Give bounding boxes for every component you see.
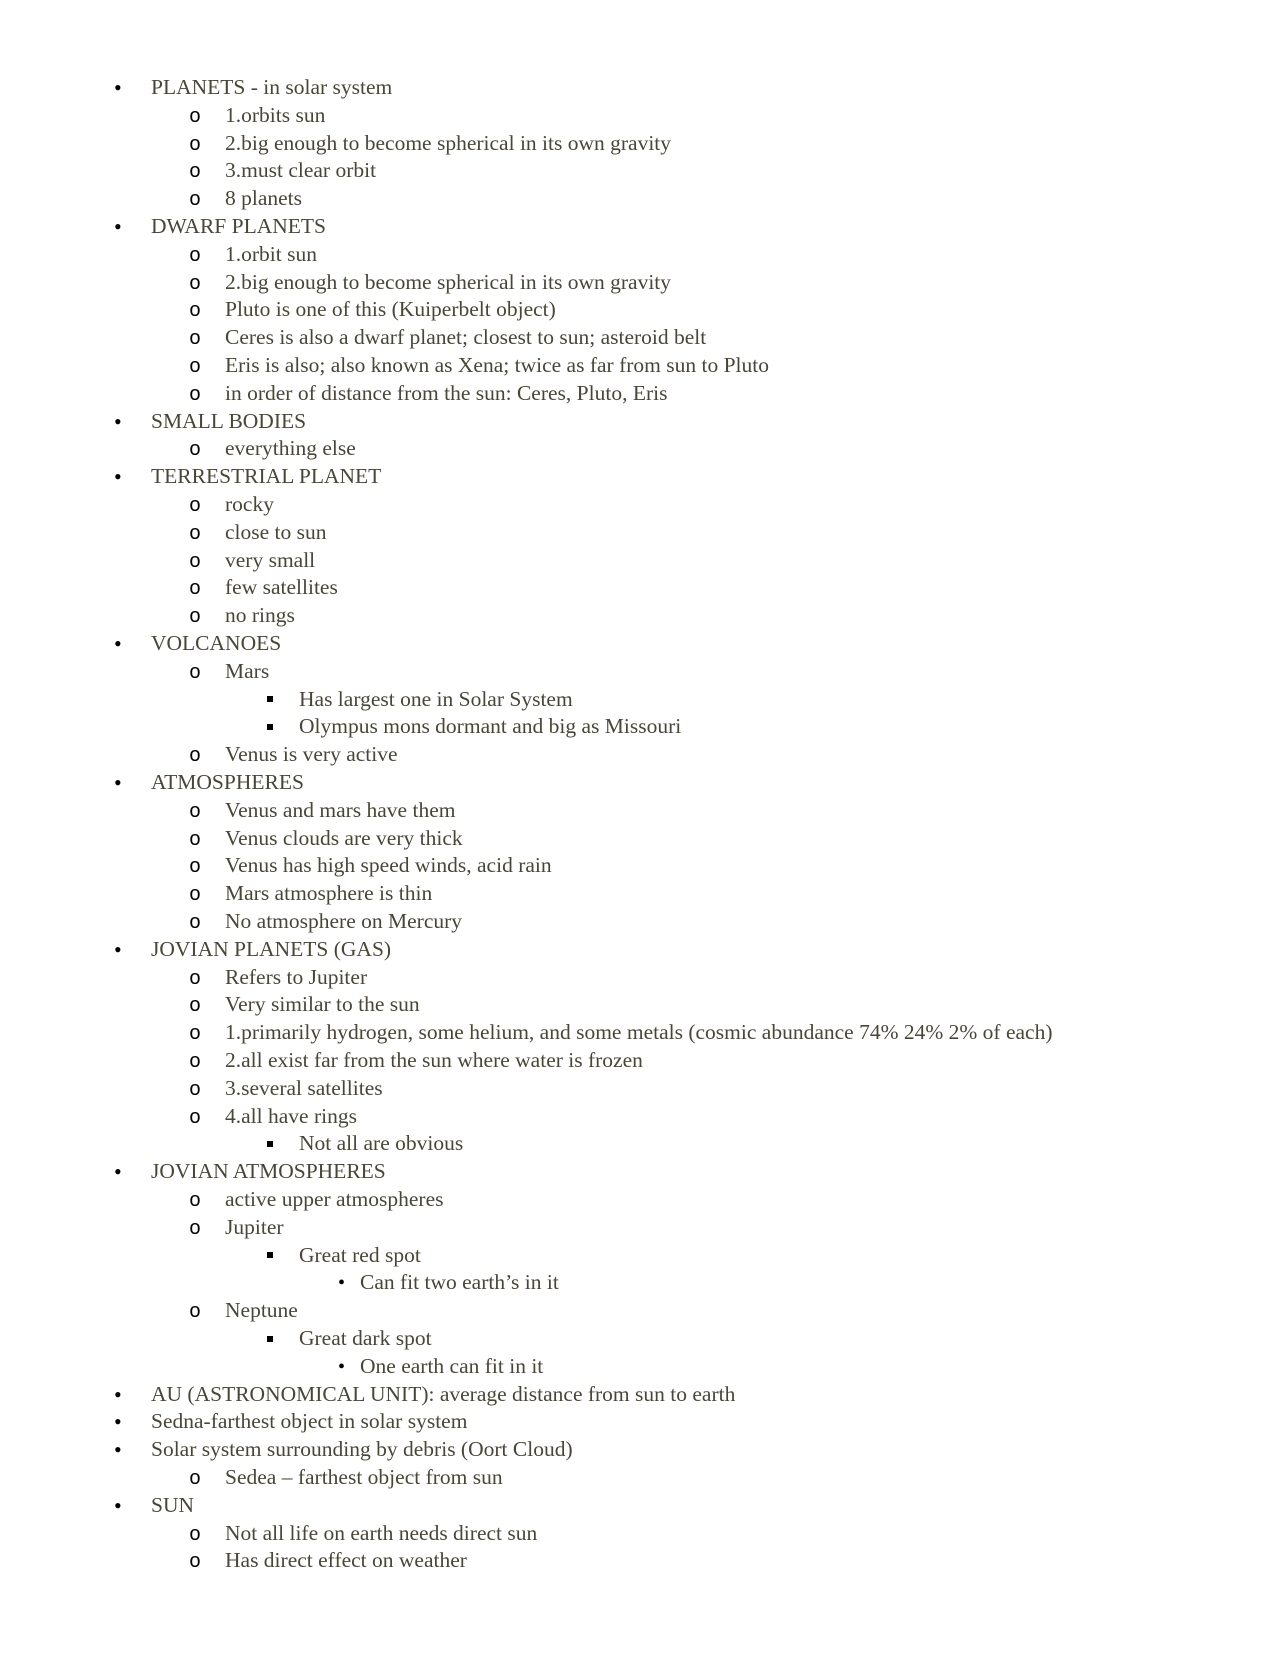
outline-item-text: Great red spot: [299, 1242, 421, 1267]
bullet-circle-icon: [189, 1047, 201, 1076]
outline-item-level-0: [151, 936, 391, 963]
outline-item-level-0: [151, 463, 381, 490]
outline-item-text: 4.all have rings: [225, 1103, 357, 1128]
bullet-circle-icon: [189, 741, 201, 770]
outline-item-level-0: [151, 1492, 194, 1519]
bullet-circle-icon: [189, 435, 201, 464]
outline-item-text: Mars atmosphere is thin: [225, 881, 433, 906]
outline-item-text: 3.several satellites: [225, 1075, 383, 1100]
bullet-circle-icon: [189, 797, 201, 826]
outline-item-text: 2.big enough to become spherical in its own gravity: [225, 130, 672, 155]
outline-item-level-1: [225, 658, 269, 685]
outline-item-text: Olympus mons dormant and big as Missouri: [299, 714, 682, 739]
outline-item-level-1: [225, 519, 327, 546]
outline-item-level-1: [225, 324, 706, 351]
outline-item-level-1: [225, 852, 552, 879]
outline-item-text: Venus is very active: [225, 742, 398, 767]
outline-item-text: ATMOSPHERES: [151, 770, 304, 794]
bullet-dot-icon: [114, 408, 122, 436]
bullet-circle-icon: [189, 185, 201, 214]
outline-item-level-1: [225, 602, 295, 629]
bullet-circle-icon: [189, 1464, 201, 1493]
bullet-dot-icon: [114, 1436, 122, 1464]
bullet-circle-icon: [189, 1186, 201, 1215]
outline-item-level-0: [151, 408, 306, 435]
bullet-circle-icon: [189, 602, 201, 631]
outline-item-text: no rings: [225, 603, 295, 628]
bullet-circle-icon: [189, 1547, 201, 1576]
outline-item-text: Sedna-farthest object in solar system: [151, 1409, 468, 1434]
outline-item-level-1: [225, 1075, 383, 1102]
outline-item-text: Great dark spot: [299, 1326, 432, 1350]
outline-item-text: 2.all exist far from the sun where water is frozen: [225, 1048, 643, 1072]
bullet-dot-icon: [114, 769, 122, 797]
outline-item-level-1: [225, 964, 367, 991]
bullet-circle-icon: [189, 547, 201, 576]
bullet-dot-icon: [114, 463, 122, 491]
outline-item-text: Ceres is also a dwarf planet; closest to sun; asteroid belt: [225, 325, 707, 350]
outline-item-level-2: [299, 1130, 463, 1157]
outline-item-text: Eris is also; also known as Xena; twice as far from sun to Pluto: [225, 353, 769, 377]
outline-item-text: Solar system surrounding by debris (Oort Cloud): [151, 1437, 573, 1462]
outline-item-text: Venus clouds are very thick: [225, 825, 463, 850]
outline-item-text: 2.big enough to become spherical in its own gravity: [225, 269, 672, 294]
bullet-circle-icon: [189, 1103, 201, 1132]
bullet-circle-icon: [189, 102, 201, 131]
outline-item-text: active upper atmospheres: [225, 1187, 444, 1211]
outline-item-text: Has direct effect on weather: [225, 1548, 467, 1573]
outline-item-text: Neptune: [225, 1298, 298, 1323]
outline-item-level-0: [151, 1381, 735, 1408]
outline-item-level-1: [225, 435, 356, 462]
bullet-circle-icon: [189, 991, 201, 1020]
bullet-dot-icon: [114, 74, 122, 102]
outline-item-text: One earth can fit in it: [360, 1353, 544, 1378]
outline-item-text: TERRESTRIAL PLANET: [151, 464, 382, 489]
outline-item-level-1: [225, 269, 671, 296]
bullet-circle-icon: [189, 1297, 201, 1326]
outline-item-text: DWARF PLANETS: [151, 214, 327, 238]
outline-item-level-1: [225, 825, 463, 852]
bullet-square-icon: [267, 1242, 273, 1269]
bullet-dot-icon: [114, 1158, 122, 1186]
bullet-circle-icon: [189, 574, 201, 603]
bullet-circle-icon: [189, 880, 201, 909]
outline-item-level-1: [225, 1186, 444, 1213]
bullet-circle-icon: [189, 491, 201, 520]
outline-item-level-2: [299, 1325, 432, 1352]
bullet-square-icon: [267, 686, 273, 713]
outline-item-text: Can fit two earth’s in it: [360, 1270, 559, 1295]
outline-item-level-0: [151, 74, 392, 101]
bullet-dot-icon: [114, 936, 122, 964]
outline-item-text: Mars: [225, 658, 270, 683]
bullet-circle-icon: [189, 1075, 201, 1104]
bullet-dot-icon: [114, 213, 122, 241]
outline-item-text: few satellites: [225, 575, 338, 600]
outline-item-text: Sedea – farthest object from sun: [225, 1465, 503, 1489]
bullet-circle-icon: [189, 1214, 201, 1243]
outline-item-text: Refers to Jupiter: [225, 964, 368, 989]
bullet-dot-icon: [338, 1269, 345, 1297]
outline-item-level-1: [225, 797, 455, 824]
bullet-circle-icon: [189, 1520, 201, 1549]
outline-item-level-0: [151, 1436, 573, 1463]
outline-item-text: Not all life on earth needs direct sun: [225, 1520, 538, 1545]
outline-item-text: JOVIAN ATMOSPHERES: [151, 1159, 386, 1184]
outline-item-text: 1.orbit sun: [225, 241, 317, 266]
outline-item-level-1: [225, 296, 556, 323]
bullet-circle-icon: [189, 157, 201, 186]
outline-item-text: VOLCANOES: [151, 631, 282, 655]
bullet-dot-icon: [114, 1492, 122, 1520]
outline-item-level-1: [225, 1214, 284, 1241]
bullet-circle-icon: [189, 352, 201, 381]
outline-item-level-1: [225, 1297, 298, 1324]
outline-item-level-0: [151, 1408, 467, 1435]
outline-item-text: everything else: [225, 436, 356, 461]
outline-item-level-0: [151, 630, 281, 657]
outline-item-text: AU (ASTRONOMICAL UNIT): average distance from sun to earth: [151, 1381, 736, 1406]
bullet-square-icon: [267, 713, 273, 740]
outline-item-text: 3.must clear orbit: [225, 158, 377, 183]
outline-item-level-2: [299, 686, 573, 713]
bullet-dot-icon: [338, 1353, 345, 1381]
bullet-dot-icon: [114, 1408, 122, 1436]
outline-item-level-1: [225, 1464, 503, 1491]
outline-item-level-1: [225, 491, 274, 518]
bullet-square-icon: [267, 1325, 273, 1352]
bullet-circle-icon: [189, 852, 201, 881]
outline-item-level-1: [225, 991, 420, 1018]
outline-item-level-1: [225, 574, 338, 601]
bullet-circle-icon: [189, 964, 201, 993]
outline-item-text: JOVIAN PLANETS (GAS): [151, 936, 392, 961]
bullet-circle-icon: [189, 519, 201, 548]
outline-item-text: Pluto is one of this (Kuiperbelt object): [225, 297, 556, 322]
bullet-circle-icon: [189, 908, 201, 937]
outline-item-level-3: [360, 1269, 559, 1296]
outline-item-text: Jupiter: [225, 1214, 284, 1239]
bullet-dot-icon: [114, 630, 122, 658]
outline-item-level-0: [151, 769, 304, 796]
outline-item-level-1: [225, 1547, 467, 1574]
bullet-circle-icon: [189, 241, 201, 270]
outline-item-text: Not all are obvious: [299, 1131, 464, 1156]
bullet-circle-icon: [189, 380, 201, 409]
outline-item-text: Has largest one in Solar System: [299, 686, 573, 711]
bullet-circle-icon: [189, 269, 201, 298]
outline-item-text: Venus and mars have them: [225, 797, 456, 822]
outline-item-level-3: [360, 1353, 543, 1380]
outline-item-level-1: [225, 352, 769, 379]
bullet-circle-icon: [189, 296, 201, 325]
outline-item-text: 1.primarily hydrogen, some helium, and some metals (cosmic abundance 74% 24% 2% of each): [225, 1020, 1053, 1045]
outline-item-text: SMALL BODIES: [151, 408, 307, 433]
bullet-circle-icon: [189, 324, 201, 353]
outline-item-level-1: [225, 185, 302, 212]
outline-item-text: 8 planets: [225, 186, 303, 211]
outline-item-level-1: [225, 908, 462, 935]
outline-item-level-0: [151, 1158, 386, 1185]
outline-item-text: No atmosphere on Mercury: [225, 909, 463, 933]
bullet-circle-icon: [189, 658, 201, 687]
outline-item-level-1: [225, 547, 315, 574]
outline-item-text: rocky: [225, 492, 274, 516]
outline-item-level-0: [151, 213, 326, 240]
outline-item-level-1: [225, 1019, 1053, 1046]
outline-item-level-2: [299, 713, 681, 740]
outline-item-text: 1.orbits sun: [225, 102, 326, 127]
outline-item-level-1: [225, 241, 317, 268]
bullet-circle-icon: [189, 825, 201, 854]
bullet-circle-icon: [189, 130, 201, 159]
outline-item-text: close to sun: [225, 519, 327, 544]
outline-item-text: Very similar to the sun: [225, 992, 420, 1017]
outline-item-level-1: [225, 1103, 357, 1130]
outline-item-level-1: [225, 102, 325, 129]
outline-item-text: PLANETS - in solar system: [151, 75, 393, 99]
bullet-circle-icon: [189, 1019, 201, 1048]
outline-item-level-1: [225, 157, 376, 184]
bullet-square-icon: [267, 1130, 273, 1157]
outline-item-text: Venus has high speed winds, acid rain: [225, 853, 552, 878]
outline-item-level-1: [225, 380, 667, 407]
outline-item-level-1: [225, 880, 432, 907]
outline-item-level-2: [299, 1242, 421, 1269]
outline-item-level-1: [225, 741, 398, 768]
outline-item-level-1: [225, 1047, 643, 1074]
outline-item-level-1: [225, 1520, 537, 1547]
outline-item-level-1: [225, 130, 671, 157]
bullet-dot-icon: [114, 1381, 122, 1409]
outline-item-text: very small: [225, 547, 316, 572]
outline-item-text: SUN: [151, 1492, 195, 1517]
outline-item-text: in order of distance from the sun: Ceres, Pluto, Eris: [225, 380, 668, 405]
